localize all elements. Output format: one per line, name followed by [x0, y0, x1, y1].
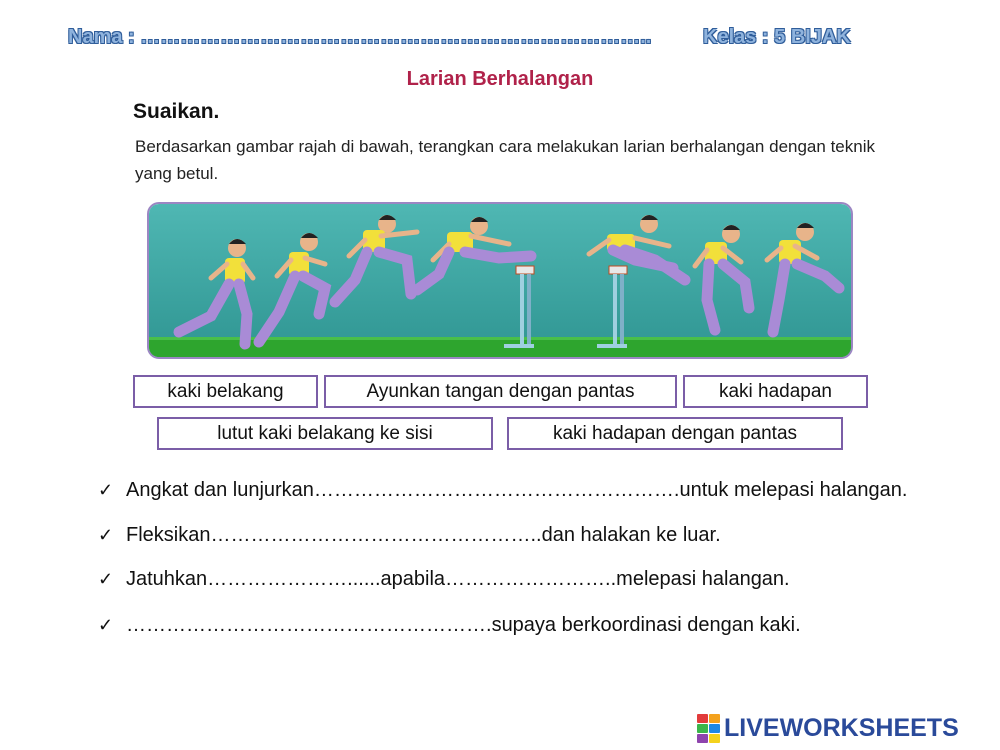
instruction-description: Berdasarkan gambar rajah di bawah, terangkan cara melakukan larian berhalangan dengan teknik yang betul. — [135, 137, 875, 183]
sentence-3: ✓ Jatuhkan …………………...... apabila …………………….. melepasi halangan. — [98, 567, 790, 590]
answer-blank[interactable]: ………………………………………….. — [210, 523, 542, 546]
choice-kaki-belakang[interactable]: kaki belakang — [133, 375, 318, 408]
answer-blank[interactable]: …………………….. — [445, 567, 617, 590]
check-icon: ✓ — [98, 614, 114, 635]
kelas-label: Kelas : 5 BIJAK — [703, 26, 851, 48]
answer-blank[interactable]: ………………………………………………. — [313, 478, 680, 501]
choice-kaki-hadapan[interactable]: kaki hadapan — [683, 375, 868, 408]
worksheet-title: Larian Berhalangan — [406, 68, 594, 90]
check-icon: ✓ — [98, 524, 114, 545]
instruction-heading: Suaikan. — [133, 100, 220, 123]
logo-grid-icon — [697, 714, 720, 743]
check-icon: ✓ — [98, 479, 114, 500]
hurdle-illustration — [147, 202, 853, 359]
liveworksheets-logo: LIVEWORKSHEETS — [697, 712, 959, 744]
sentence-1: ✓ Angkat dan lunjurkan ………………………………………………. untuk melepasi halangan. — [98, 478, 908, 501]
sentence-4: ✓ ………………………………………………. supaya berkoordinasi dengan kaki. — [98, 613, 801, 636]
check-icon: ✓ — [98, 568, 114, 589]
nama-field: Nama : ………………………………………………………………….. — [68, 26, 652, 48]
answer-blank[interactable]: ………………………………………………. — [126, 613, 492, 636]
choice-kaki-hadapan-pantas[interactable]: kaki hadapan dengan pantas — [507, 417, 843, 450]
choice-ayunkan-tangan[interactable]: Ayunkan tangan dengan pantas — [324, 375, 677, 408]
choice-lutut-kaki-belakang[interactable]: lutut kaki belakang ke sisi — [157, 417, 493, 450]
answer-blank[interactable]: …………………...... — [207, 567, 381, 590]
sentence-2: ✓ Fleksikan ………………………………………….. dan halakan ke luar. — [98, 523, 721, 546]
